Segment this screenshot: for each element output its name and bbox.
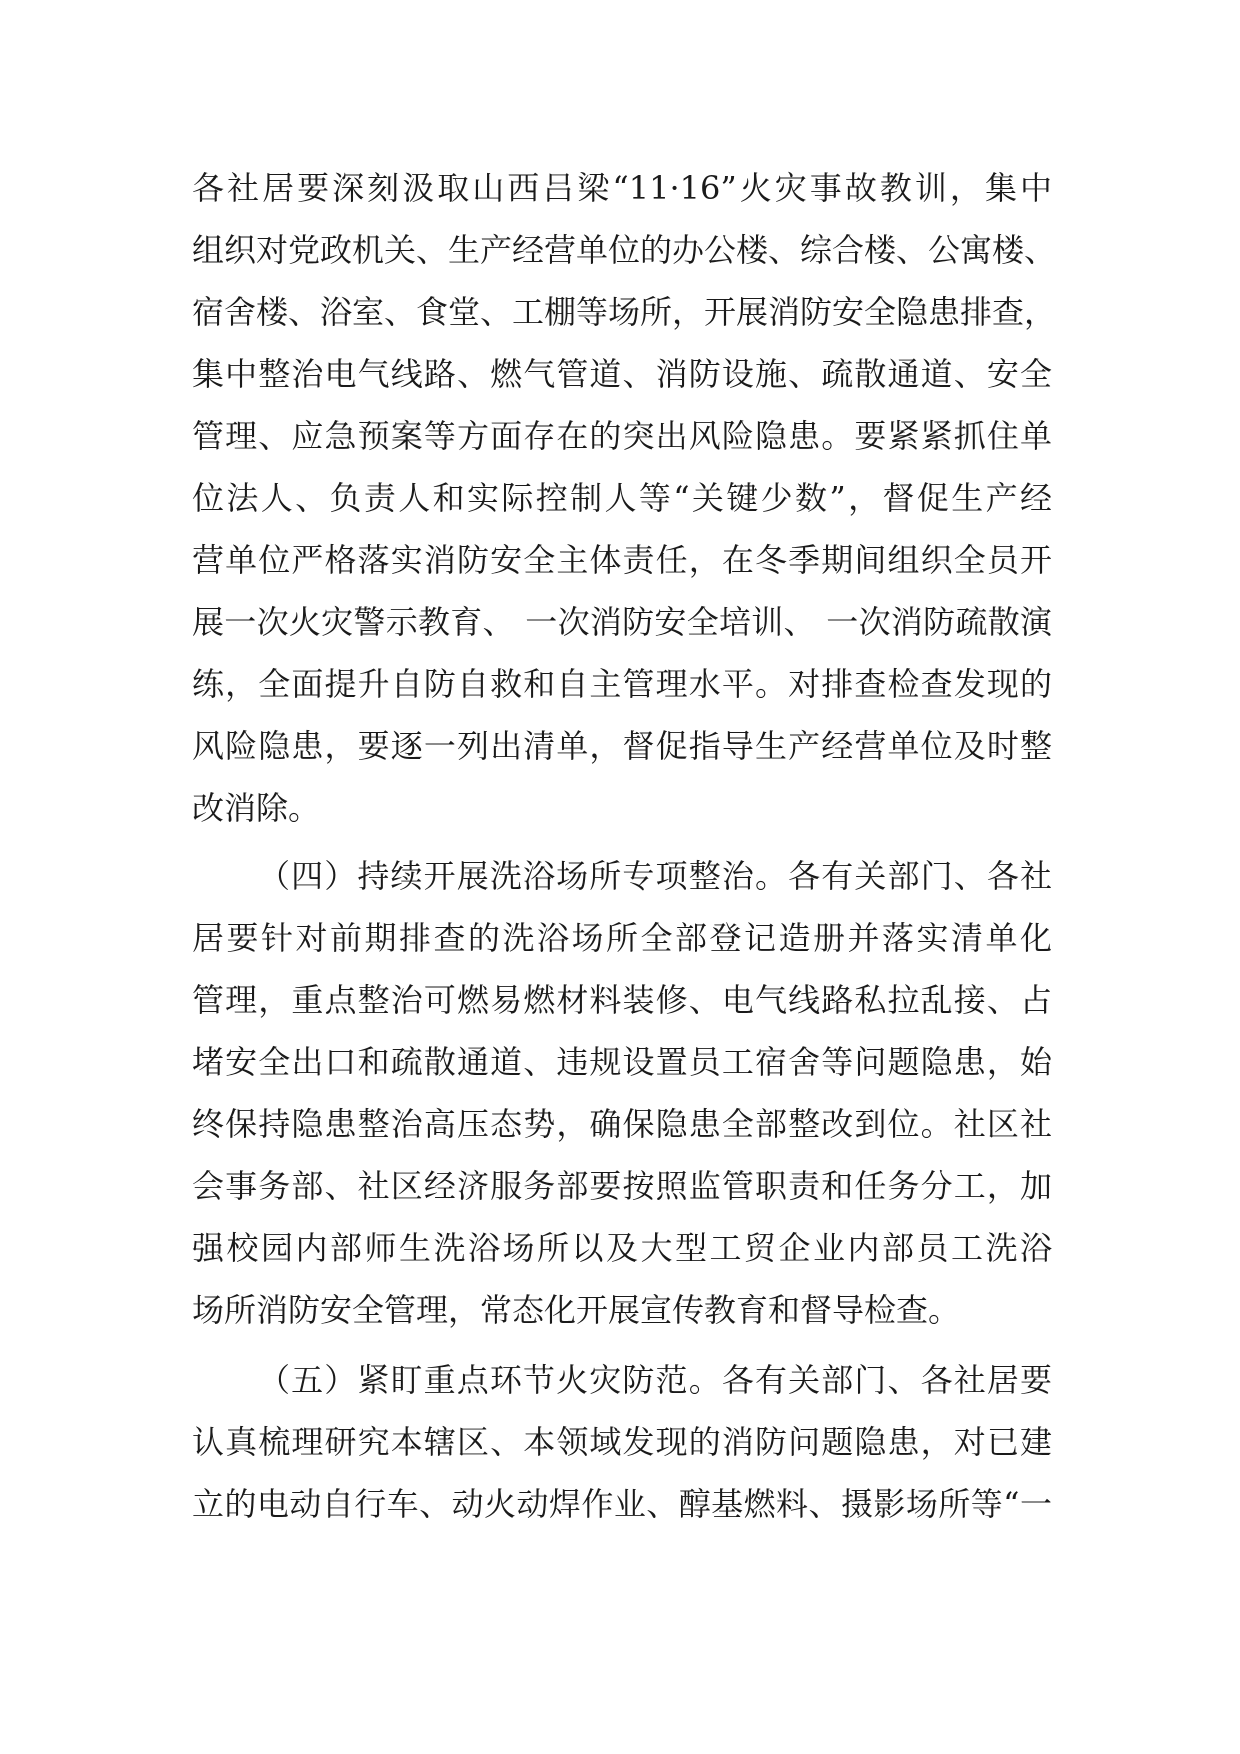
- text-line: 位法人、负责人和实际控制人等“关键少数”，督促生产经: [192, 479, 1052, 517]
- text-line: 集中整治电气线路、燃气管道、消防设施、疏散通道、安全: [192, 355, 1052, 393]
- text-line: 管理、应急预案等方面存在的突出风险隐患。要紧紧抓住单: [192, 417, 1052, 455]
- text-line: 改消除。: [192, 789, 321, 827]
- text-line: 宿舍楼、浴室、食堂、工棚等场所，开展消防安全隐患排查，: [192, 293, 1057, 331]
- text-line: 营单位严格落实消防安全主体责任，在冬季期间组织全员开: [192, 541, 1052, 579]
- text-line: 居要针对前期排查的洗浴场所全部登记造册并落实清单化: [192, 919, 1052, 957]
- text-line: （五）紧盯重点环节火灾防范。各有关部门、各社居要: [258, 1361, 1052, 1399]
- text-line: 场所消防安全管理，常态化开展宣传教育和督导检查。: [192, 1291, 961, 1329]
- text-line: 练，全面提升自防自救和自主管理水平。对排查检查发现的: [192, 665, 1052, 703]
- text-line: 强校园内部师生洗浴场所以及大型工贸企业内部员工洗浴: [192, 1229, 1052, 1267]
- text-line: 各社居要深刻汲取山西吕梁“11·16”火灾事故教训，集中: [192, 169, 1052, 207]
- text-line: 展一次火灾警示教育、 一次消防安全培训、 一次消防疏散演: [192, 603, 1052, 641]
- text-line: 立的电动自行车、动火动焊作业、醇基燃料、摄影场所等“一: [192, 1485, 1052, 1523]
- text-line: 会事务部、社区经济服务部要按照监管职责和任务分工，加: [192, 1167, 1052, 1205]
- text-line: 终保持隐患整治高压态势，确保隐患全部整改到位。社区社: [192, 1105, 1052, 1143]
- text-line: （四）持续开展洗浴场所专项整治。各有关部门、各社: [258, 857, 1052, 895]
- text-line: 风险隐患，要逐一列出清单，督促指导生产经营单位及时整: [192, 727, 1052, 765]
- text-line: 认真梳理研究本辖区、本领域发现的消防问题隐患，对已建: [192, 1423, 1052, 1461]
- text-line: 组织对党政机关、生产经营单位的办公楼、综合楼、公寓楼、: [192, 231, 1057, 269]
- text-line: 堵安全出口和疏散通道、违规设置员工宿舍等问题隐患，始: [192, 1043, 1052, 1081]
- text-line: 管理，重点整治可燃易燃材料装修、电气线路私拉乱接、占: [192, 981, 1052, 1019]
